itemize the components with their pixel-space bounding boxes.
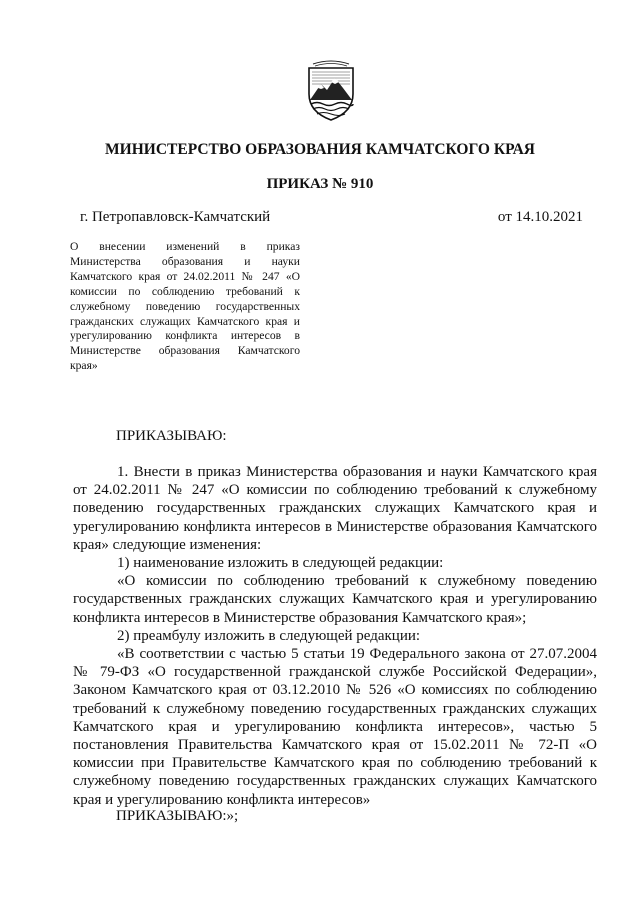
city-name: г. Петропавловск-Камчатский [80, 209, 271, 225]
paragraph-2: 1) наименование изложить в следующей редакции: [117, 555, 444, 572]
paragraph-4: 2) преамбулу изложить в следующей редакции: [117, 627, 421, 644]
ministry-title: МИНИСТЕРСТВО ОБРАЗОВАНИЯ КАМЧАТСКОГО КРАЯ [105, 141, 535, 158]
paragraph-5: «В соответствии с частью 5 статьи 19 Федерального закона от 27.07.2004 № 79-ФЗ «О государственной гражданской службе Российской Федерации», Законом Камчатского края от 03.12.2010 № 526 «О комиссиях по соблюдению требований к служебному поведению государственных гражданских служащих Камчатского края и урегулированию конфликта интересов», частью 5 постановления Правительства Камчатского края от 15.02.2011 № 72-П «О комиссии при Правительстве Камчатского края по соблюдению требований к служебному поведению государственных гражданских служащих Камчатского края и урегулированию конфликта интересов» [73, 646, 597, 808]
order-date: от 14.10.2021 [497, 209, 583, 225]
prikazyvayu-quoted: ПРИКАЗЫВАЮ:»; [116, 808, 239, 824]
kamchatka-coat-of-arms-icon [303, 60, 359, 122]
paragraph-3: «О комиссии по соблюдению требований к служебному поведению государственных гражданских служащих Камчатского края и урегулированию конфликта интересов в Министерстве образования Камчатского края»; [73, 573, 597, 626]
order-body [73, 463, 597, 809]
prikazyvayu-heading: ПРИКАЗЫВАЮ: [116, 428, 227, 444]
paragraph-1: 1. Внести в приказ Министерства образования и науки Камчатского края от 24.02.2011 № 247 «О комиссии по соблюдению требований к служебному поведению государственных гражданских служащих Камчатского края и урегулированию конфликта интересов в Министерстве образования Камчатского края» следующие изменения: [73, 464, 597, 553]
order-number: ПРИКАЗ № 910 [266, 176, 374, 192]
order-subject: О внесении изменений в приказ Министерства образования и науки Камчатского края от 24.02.2011 № 247 «О комиссии по соблюдению требований к служебному поведению государственных гражданских служащих Камчатского края и урегулированию конфликта интересов в Министерстве образования Камчатского края» [70, 240, 300, 373]
